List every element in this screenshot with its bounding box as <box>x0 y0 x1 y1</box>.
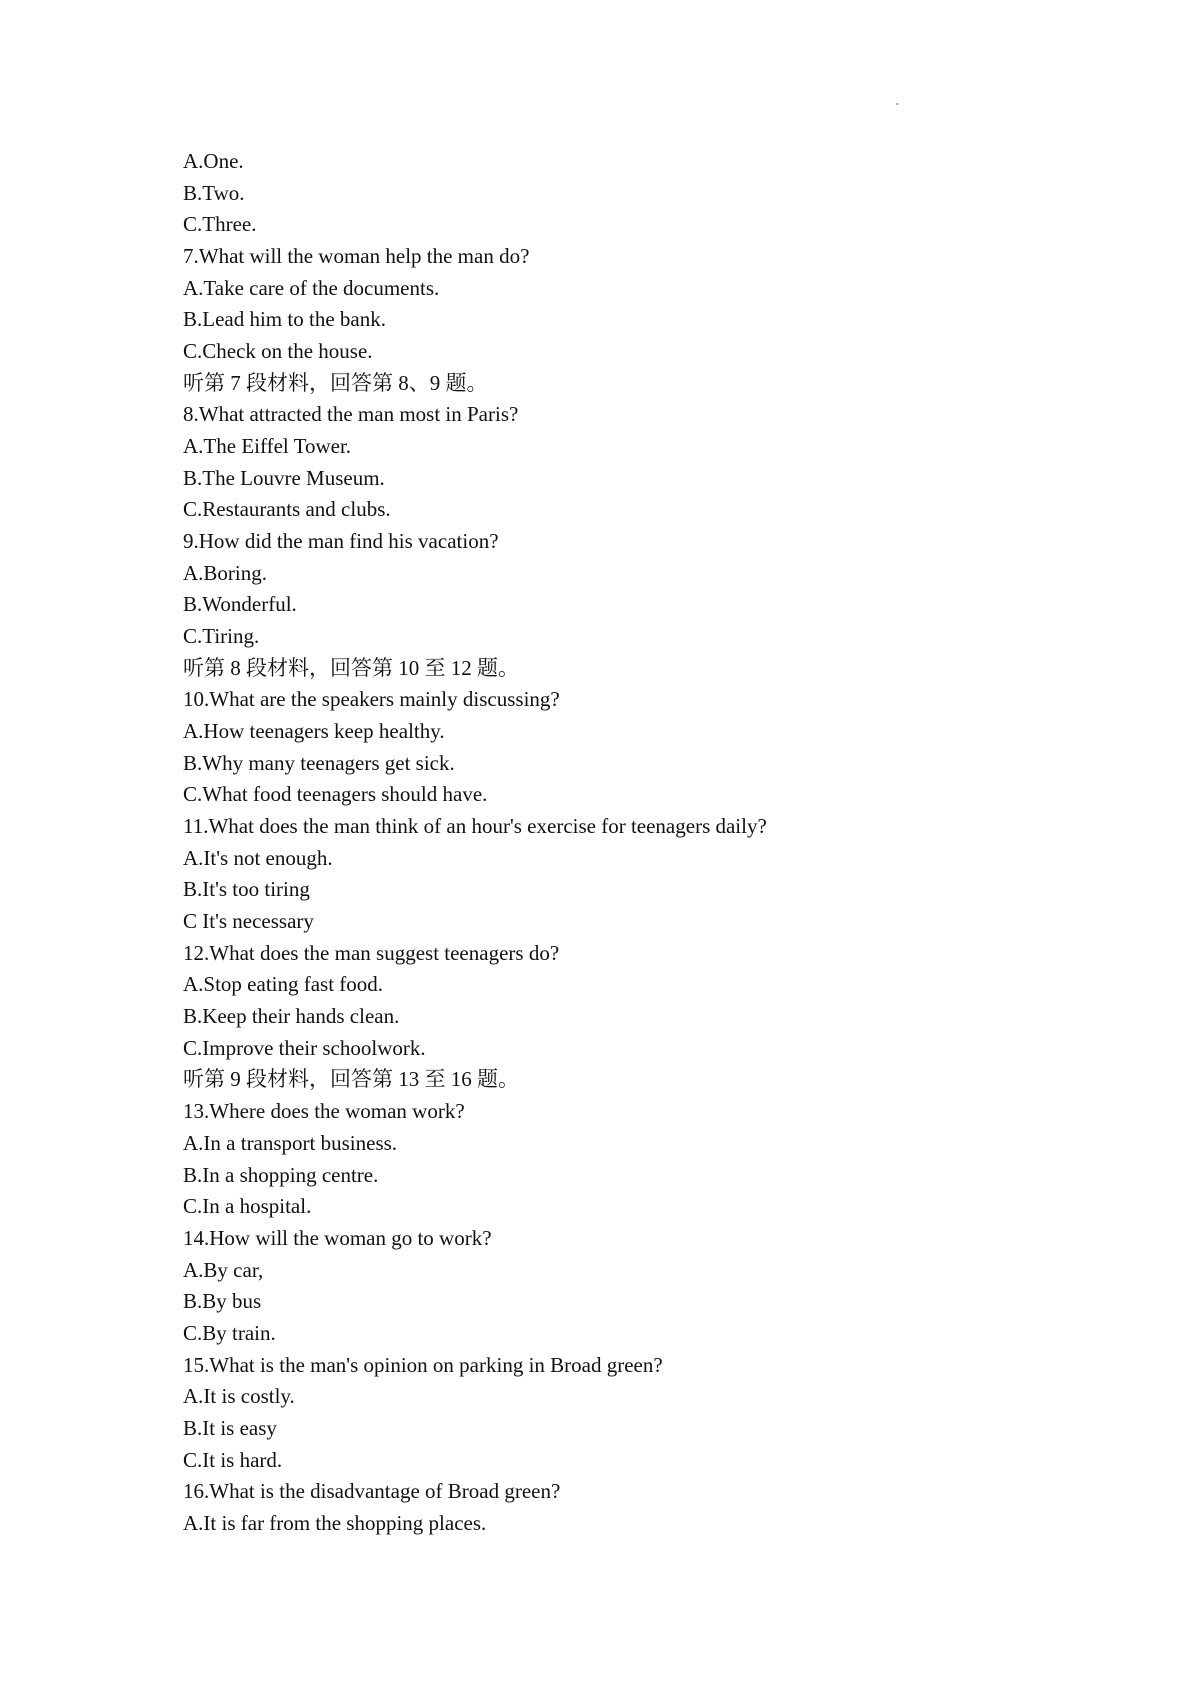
option-line: C.It is hard. <box>183 1447 283 1472</box>
option-line: B.It is easy <box>183 1415 277 1440</box>
option-line: B.Wonderful. <box>183 592 297 617</box>
option-line: C.Tiring. <box>183 624 260 649</box>
question-9: 9.How did the man find his vacation? <box>183 529 499 554</box>
option-line: C.Check on the house. <box>183 339 373 364</box>
section-instruction: 听第 8 段材料，回答第 10 至 12 题。 <box>183 655 519 680</box>
option-line: C.Three. <box>183 212 257 237</box>
question-13: 13.Where does the woman work? <box>183 1099 465 1124</box>
question-15: 15.What is the man's opinion on parking in Broad green? <box>183 1352 663 1377</box>
option-line: A.It's not enough. <box>183 845 333 870</box>
question-10: 10.What are the speakers mainly discussing? <box>183 687 560 712</box>
option-line: B.Two. <box>183 180 245 205</box>
option-line: A.The Eiffel Tower. <box>183 434 352 459</box>
option-line: A.Take care of the documents. <box>183 275 440 300</box>
option-line: A.By car, <box>183 1257 264 1282</box>
option-line: C.Improve their schoolwork. <box>183 1035 426 1060</box>
option-line: C.By train. <box>183 1320 276 1345</box>
question-14: 14.How will the woman go to work? <box>183 1225 492 1250</box>
option-line: A.It is far from the shopping places. <box>183 1510 487 1535</box>
option-line: C.What food teenagers should have. <box>183 782 488 807</box>
option-line: B.Why many teenagers get sick. <box>183 750 455 775</box>
question-12: 12.What does the man suggest teenagers do? <box>183 940 560 965</box>
exam-text <box>183 146 1143 1540</box>
option-line: B.By bus <box>183 1289 262 1314</box>
section-instruction: 听第 9 段材料，回答第 13 至 16 题。 <box>183 1067 519 1092</box>
option-line: C.In a hospital. <box>183 1194 312 1219</box>
question-11: 11.What does the man think of an hour's exercise for teenagers daily? <box>183 814 767 839</box>
option-line: B.Lead him to the bank. <box>183 307 386 332</box>
option-line: A.One. <box>183 149 244 173</box>
option-line: B.In a shopping centre. <box>183 1162 379 1187</box>
option-line: A.It is costly. <box>183 1384 295 1409</box>
option-line: A.Boring. <box>183 560 267 585</box>
scan-speck <box>896 103 898 105</box>
option-line: B.Keep their hands clean. <box>183 1004 400 1029</box>
option-line: A.How teenagers keep healthy. <box>183 719 445 744</box>
option-line: B.It's too tiring <box>183 877 310 902</box>
question-8: 8.What attracted the man most in Paris? <box>183 402 519 427</box>
question-16: 16.What is the disadvantage of Broad green? <box>183 1479 561 1504</box>
option-line: B.The Louvre Museum. <box>183 465 385 490</box>
option-line: C It's necessary <box>183 909 314 934</box>
option-line: C.Restaurants and clubs. <box>183 497 391 522</box>
option-line: A.Stop eating fast food. <box>183 972 384 997</box>
question-7: 7.What will the woman help the man do? <box>183 244 530 269</box>
section-instruction: 听第 7 段材料，回答第 8、9 题。 <box>183 370 488 395</box>
option-line: A.In a transport business. <box>183 1130 398 1155</box>
